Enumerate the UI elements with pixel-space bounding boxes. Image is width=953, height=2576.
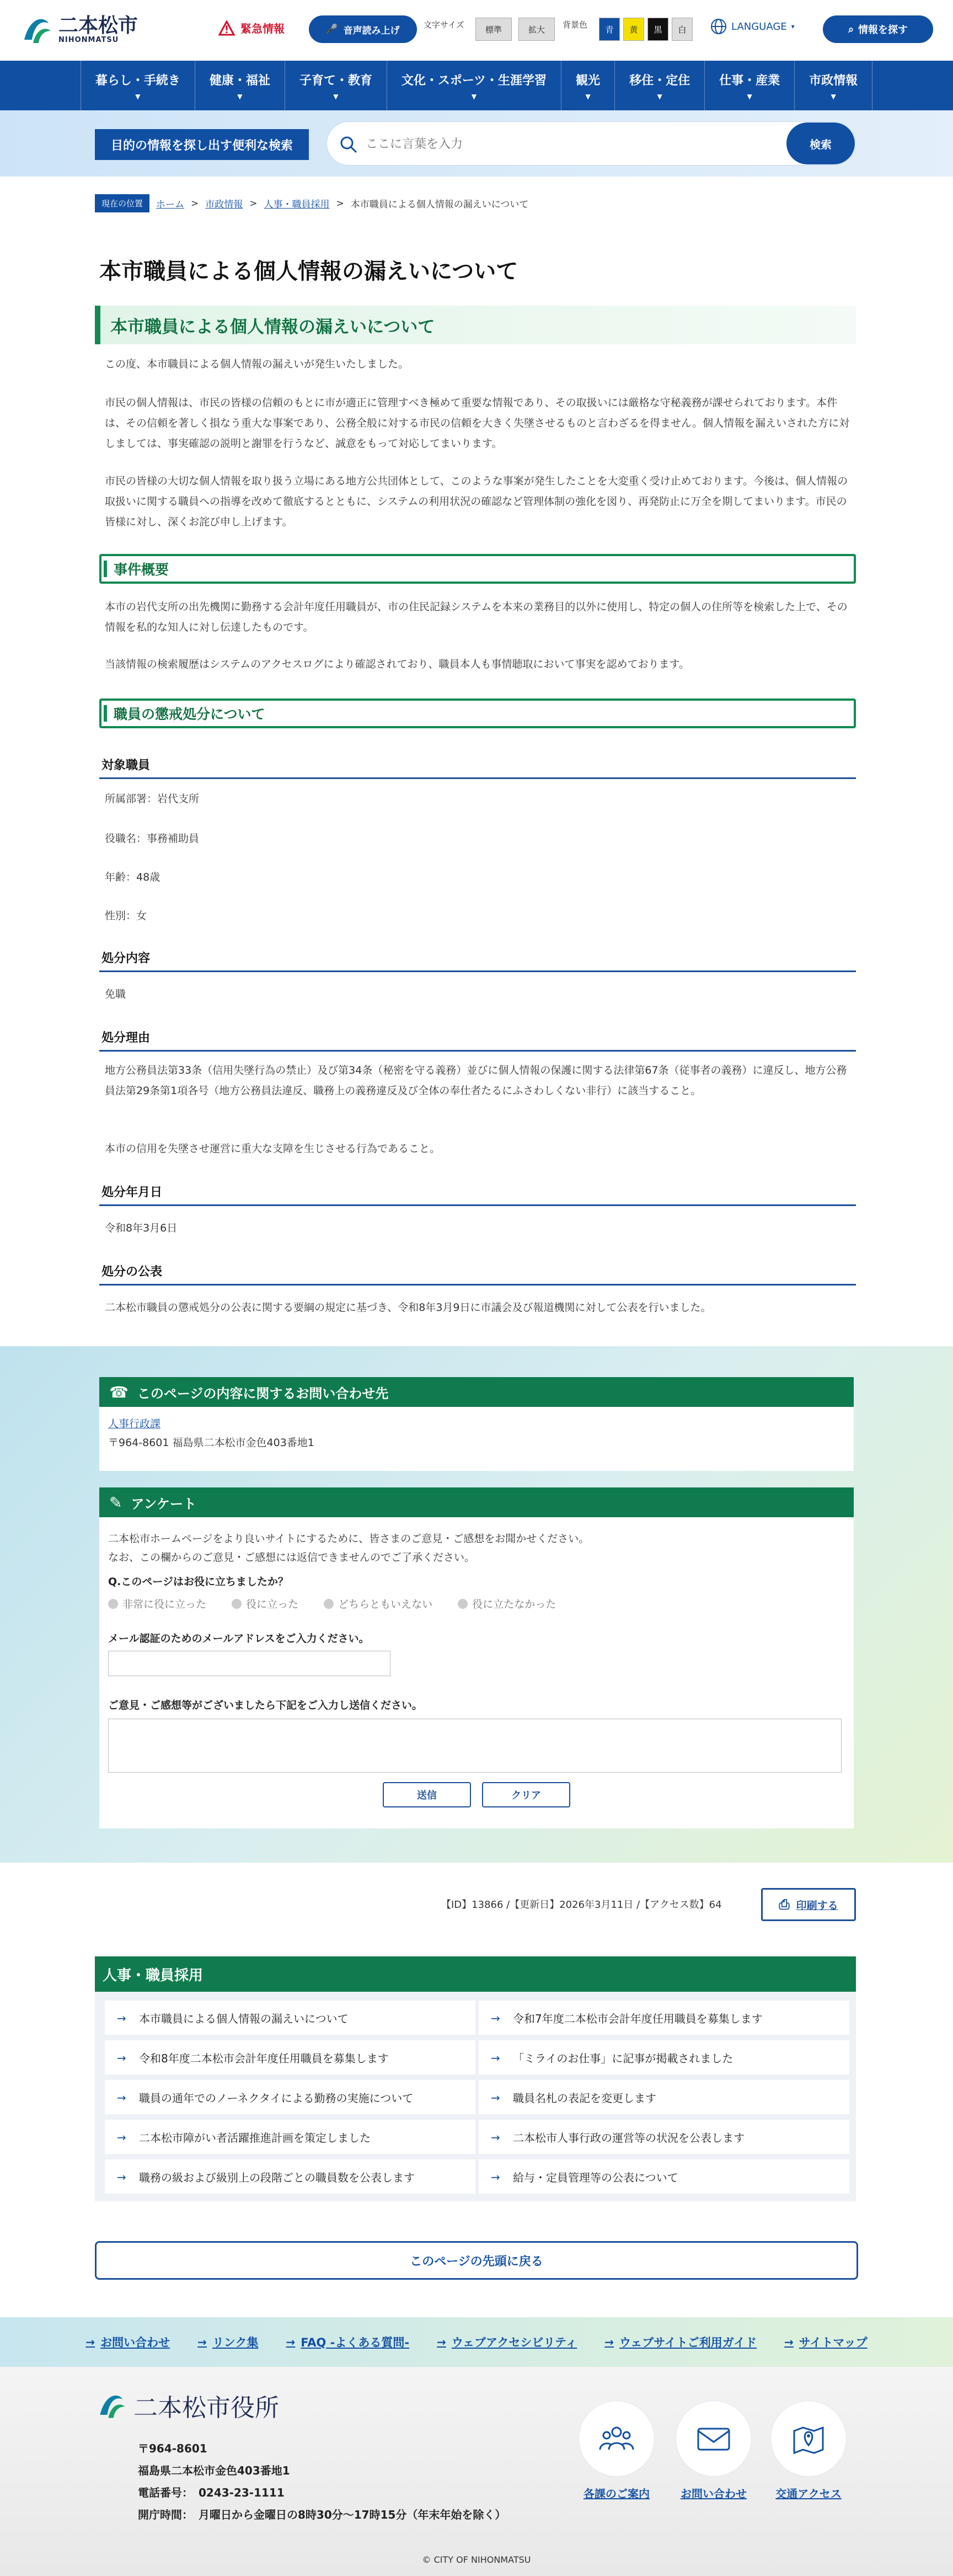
nav-label: 市政情報: [809, 73, 858, 88]
heading-content: 処分内容: [99, 945, 856, 972]
related-item[interactable]: [105, 2040, 475, 2074]
arrow-right-icon: →: [85, 2335, 95, 2349]
footer-link-links[interactable]: [197, 2334, 258, 2350]
related-label: 令和7年度二本松市会計年度任用職員を募集します: [513, 2012, 763, 2025]
related-label: 給与・定員管理等の公表について: [513, 2170, 678, 2184]
footer-dept-guide-button[interactable]: [579, 2401, 654, 2501]
related-label: 二本松市人事行政の運営等の状況を公表します: [513, 2131, 745, 2145]
arrow-right-icon: →: [491, 2091, 500, 2104]
paragraph-1: 市民の個人情報は、市民の皆様の信頼のもとに市が適正に管理すべき極めて重要な情報であり、その取扱いには厳格な守秘義務が課せられております。本件は、その信頼を著しく損なう重大な事案であり、公務全般に対する市民の信頼を大きく失墜させるものと言わざるを得ません。個人情報を漏えいされた方に対しましては、事実確認の説明と謝罪を行うなど、誠意をもって対応してまいります。: [105, 397, 850, 450]
search-box: [326, 121, 856, 166]
language-selector[interactable]: [710, 18, 795, 35]
site-logo[interactable]: [19, 12, 138, 47]
emergency-label: 緊急情報: [240, 22, 285, 35]
footer-link-sitemap[interactable]: [784, 2334, 867, 2350]
footer-link-contact[interactable]: [85, 2334, 170, 2350]
chevron-down-icon: ▾: [791, 23, 795, 30]
arrow-right-icon: →: [197, 2335, 207, 2349]
voice-read-label: 音声読み上げ: [343, 25, 400, 36]
arrow-right-icon: →: [784, 2335, 794, 2349]
find-info-button[interactable]: [823, 15, 933, 43]
email-label: メール認証のためのメールアドレスをご入力ください。: [108, 1632, 370, 1645]
subheading-discipline: 職員の懲戒処分について: [99, 698, 856, 728]
nav-item-tourism[interactable]: [561, 61, 614, 110]
contact-title: このページの内容に関するお問い合わせ先: [137, 1385, 389, 1401]
city-logo-icon: [95, 2389, 128, 2422]
subheading-overview: 事件概要: [99, 554, 856, 584]
heading-date: 処分年月日: [99, 1178, 856, 1206]
page-top-button[interactable]: このページの先頭に戻る: [95, 2241, 858, 2280]
option-label: 役に立った: [246, 1598, 299, 1610]
target-age: 年齢：48歳: [105, 871, 160, 883]
footer-link-label: ウェブアクセシビリティ: [451, 2336, 577, 2349]
chevron-down-icon: ▼: [831, 92, 836, 100]
breadcrumb-current: 本市職員による個人情報の漏えいについて: [350, 199, 529, 210]
related-item[interactable]: [479, 2120, 849, 2154]
reason-text-2: 本市の信用を失墜させ運営に重大な支障を生じさせる行為であること。: [105, 1143, 441, 1155]
site-header: [0, 0, 953, 61]
footer-btn-label: 交通アクセス: [775, 2487, 842, 2500]
font-size-normal-button[interactable]: 標準: [475, 18, 512, 41]
heading-target: 対象職員: [99, 751, 856, 779]
printer-icon: ⎙: [779, 1897, 790, 1912]
search-icon: ⌕: [848, 23, 854, 35]
option-label: 非常に役に立った: [122, 1598, 207, 1610]
related-item[interactable]: [479, 2040, 849, 2074]
survey-option-neutral[interactable]: [324, 1596, 432, 1611]
bg-color-label: 背景色: [563, 20, 588, 30]
related-title: 人事・職員採用: [95, 1956, 856, 1992]
arrow-right-icon: →: [491, 2051, 500, 2065]
arrow-right-icon: →: [117, 2051, 126, 2065]
nav-label: 健康・福祉: [209, 73, 270, 88]
survey-option-not-useful[interactable]: [458, 1596, 556, 1611]
nav-item-living[interactable]: [81, 61, 195, 110]
footer-btn-label: 各課のご案内: [583, 2487, 650, 2500]
footer-address: 福島県二本松市金色403番地1: [138, 2464, 290, 2477]
bg-blue-button[interactable]: 青: [599, 18, 620, 41]
copyright: © CITY OF NIHONMATSU: [422, 2554, 531, 2565]
nav-label: 移住・定住: [629, 73, 690, 88]
footer-org: [95, 2388, 279, 2423]
contact-header: [99, 1377, 854, 1407]
arrow-right-icon: →: [437, 2335, 446, 2349]
footer-org-name: 二本松市役所: [133, 2394, 279, 2422]
page-meta: 【ID】13866 /【更新日】2026年3月11日 /【アクセス数】64: [441, 1899, 722, 1911]
chevron-right-icon: >: [249, 198, 258, 209]
survey-header: [99, 1487, 854, 1517]
comment-field[interactable]: [108, 1719, 842, 1773]
nav-item-health[interactable]: [195, 61, 285, 110]
target-dept: 所属部署：岩代支所: [105, 793, 200, 805]
chevron-down-icon: ▼: [747, 92, 752, 100]
related-item[interactable]: [105, 2120, 475, 2154]
phone-icon: ☎: [109, 1383, 129, 1401]
nav-item-cityinfo[interactable]: [794, 61, 872, 110]
nav-item-migration[interactable]: [614, 61, 704, 110]
search-button[interactable]: 検索: [786, 122, 855, 164]
related-label: 令和8年度二本松市会計年度任用職員を募集します: [139, 2051, 389, 2065]
heading-reason: 処分理由: [99, 1024, 856, 1052]
chevron-down-icon: ▼: [237, 92, 243, 100]
chevron-right-icon: >: [191, 198, 199, 209]
global-nav: [0, 61, 953, 110]
bg-white-button[interactable]: 白: [672, 18, 693, 41]
arrow-right-icon: →: [491, 2131, 500, 2144]
related-label: 本市職員による個人情報の漏えいについて: [139, 2012, 349, 2025]
related-list: [95, 1992, 856, 2201]
bg-yellow-button[interactable]: 黄: [623, 18, 644, 41]
related-label: 二本松市障がい者活躍推進計画を策定しました: [139, 2131, 371, 2145]
language-label: LANGUAGE: [731, 20, 787, 33]
survey-card: [99, 1487, 854, 1828]
footer-link-label: ウェブサイトご利用ガイド: [619, 2336, 757, 2349]
arrow-right-icon: →: [117, 2131, 126, 2144]
chevron-down-icon: ▼: [471, 92, 477, 100]
breadcrumb-home[interactable]: ホーム: [156, 199, 185, 210]
chevron-down-icon: ▼: [657, 92, 662, 100]
footer-link-accessibility[interactable]: [437, 2334, 577, 2350]
pencil-icon: ✎: [109, 1493, 122, 1512]
footer-tel: 電話番号： 0243-23-1111: [138, 2486, 285, 2499]
contact-dept-link[interactable]: 人事行政課: [108, 1418, 161, 1430]
related-label: 職員名札の表記を変更します: [513, 2091, 656, 2105]
option-label: 役に立たなかった: [472, 1598, 556, 1610]
contact-address: 〒964-8601 福島県二本松市金色403番地1: [108, 1437, 314, 1449]
map-pin-icon: [771, 2401, 846, 2476]
footer-link-label: リンク集: [212, 2336, 259, 2349]
arrow-right-icon: →: [117, 2012, 126, 2025]
search-input[interactable]: [366, 132, 752, 156]
submit-button[interactable]: 送信: [383, 1782, 471, 1807]
arrow-right-icon: →: [604, 2335, 614, 2349]
related-item[interactable]: [105, 2159, 475, 2194]
footer-links: [0, 2317, 953, 2367]
footer-access-button[interactable]: [771, 2401, 846, 2501]
footer-info: [138, 2438, 506, 2526]
overview-text-2: 当該情報の検索履歴はシステムのアクセスログにより確認されており、職員本人も事情聴取において事実を認めております。: [105, 658, 690, 670]
microphone-icon: 🎤: [326, 24, 338, 35]
section-heading: 本市職員による個人情報の漏えいについて: [95, 306, 856, 344]
nav-label: 子育て・教育: [299, 73, 372, 88]
mail-icon: [676, 2401, 751, 2476]
survey-question: Q.このページはお役に立ちましたか？: [108, 1576, 288, 1588]
voice-read-button[interactable]: [309, 15, 417, 43]
public-text: 二本松市職員の懲戒処分の公表に関する要綱の規定に基づき、令和8年3月9日に市議会及び報道機関に対して公表を行いました。: [105, 1302, 711, 1314]
footer-link-label: お問い合わせ: [100, 2336, 170, 2349]
target-sex: 性別：女: [105, 910, 147, 922]
warning-icon: [218, 20, 235, 36]
footer-zip: 〒964-8601: [138, 2442, 207, 2455]
font-size-large-button[interactable]: 拡大: [518, 18, 555, 41]
print-label: 印刷する: [796, 1899, 838, 1912]
related-item[interactable]: [105, 2001, 475, 2035]
nav-label: 仕事・産業: [719, 73, 780, 88]
footer-link-guide[interactable]: [604, 2334, 757, 2350]
footer-hours: 開庁時間： 月曜日から金曜日の8時30分～17時15分（年末年始を除く）: [138, 2508, 506, 2521]
target-post: 役職名：事務補助員: [105, 833, 200, 845]
breadcrumb-personnel[interactable]: 人事・職員採用: [264, 199, 330, 210]
survey-option-useful[interactable]: [232, 1596, 298, 1611]
breadcrumb-city-info[interactable]: 市政情報: [205, 199, 243, 210]
footer-contact-button[interactable]: [676, 2401, 751, 2501]
find-info-label: 情報を探す: [858, 24, 908, 36]
overview-text-1: 本市の岩代支所の出先機関に勤務する会計年度任用職員が、市の住民記録システムを本来の業務目的以外に使用し、特定の個人の住所等を検索した上で、その情報を私的な知人に対し伝達したものです。: [105, 601, 848, 633]
bg-black-button[interactable]: 黒: [647, 18, 668, 41]
footer-btn-label: お問い合わせ: [681, 2487, 747, 2500]
nav-item-childcare[interactable]: [285, 61, 387, 110]
arrow-right-icon: →: [117, 2170, 126, 2184]
breadcrumb: [95, 194, 528, 212]
search-icon: [339, 135, 358, 154]
search-label: 目的の情報を探し出す便利な検索: [95, 129, 309, 160]
arrow-right-icon: →: [491, 2012, 500, 2025]
arrow-right-icon: →: [491, 2170, 500, 2184]
survey-intro-2: なお、この欄からのご意見・ご感想には返信できませんのでご了承ください。: [108, 1551, 475, 1564]
people-icon: [579, 2401, 654, 2476]
footer-link-label: FAQ -よくある質問-: [301, 2336, 410, 2349]
related-item[interactable]: [479, 2001, 849, 2035]
heading-public: 処分の公表: [99, 1258, 856, 1286]
footer-link-label: サイトマップ: [799, 2336, 868, 2349]
city-logo-icon: [19, 12, 54, 47]
related-item[interactable]: [105, 2080, 475, 2114]
reason-text-1: 地方公務員法第33条（信用失墜行為の禁止）及び第34条（秘密を守る義務）並びに個人情報の保護に関する法律第67条（従事者の義務）に違反し、地方公務員法第29条第1項各号（地方公務員法違反、職務上の義務違反及び全体の奉仕者たるにふさわしくない非行）に該当すること。: [105, 1064, 847, 1097]
contact-card: [99, 1377, 854, 1471]
arrow-right-icon: →: [286, 2335, 296, 2349]
survey-option-very-useful[interactable]: [108, 1596, 206, 1611]
intro-text: この度、本市職員による個人情報の漏えいが発生いたしました。: [105, 358, 409, 370]
emergency-link[interactable]: [218, 20, 285, 36]
nav-label: 文化・スポーツ・生涯学習: [401, 73, 547, 88]
chevron-down-icon: ▼: [135, 92, 141, 100]
clear-button[interactable]: クリア: [482, 1782, 570, 1807]
footer-link-faq[interactable]: [286, 2334, 410, 2350]
related-item[interactable]: [479, 2080, 849, 2114]
site-logo-title: 二本松市: [58, 14, 138, 37]
comment-label: ご意見・ご感想等がございましたら下記をご入力し送信ください。: [108, 1699, 423, 1711]
nav-label: 暮らし・手続き: [95, 73, 180, 88]
breadcrumb-label: 現在の位置: [95, 194, 149, 212]
nav-item-work[interactable]: [704, 61, 794, 110]
related-label: 「ミライのお仕事」に記事が掲載されました: [513, 2051, 734, 2065]
nav-item-culture[interactable]: [387, 61, 561, 110]
email-field[interactable]: [108, 1651, 390, 1676]
related-label: 職員の通年でのノーネクタイによる勤務の実施について: [139, 2091, 414, 2105]
date-text: 令和8年3月6日: [105, 1222, 178, 1234]
globe-icon: [710, 18, 727, 35]
option-label: どちらともいえない: [338, 1598, 433, 1610]
paragraph-2: 市民の皆様の大切な個人情報を取り扱う立場にある地方公共団体として、このような事案が発生したことを大変重く受け止めております。今後は、個人情報の取扱いに関する職員への指導を改めて徹底するとともに、システムの利用状況の確認など管理体制の強化を図り、再発防止に万全を期してまいります。市民の皆様に対し、深くお詫び申し上げます。: [105, 475, 848, 528]
related-label: 職務の級および級別上の段階ごとの職員数を公表します: [139, 2170, 415, 2184]
survey-title: アンケート: [131, 1496, 197, 1512]
chevron-down-icon: ▼: [333, 92, 339, 100]
chevron-down-icon: ▼: [585, 92, 591, 100]
related-item[interactable]: [479, 2159, 849, 2194]
nav-label: 観光: [576, 73, 601, 88]
content-text: 免職: [105, 988, 126, 1000]
font-size-label: 文字サイズ: [424, 20, 464, 30]
arrow-right-icon: →: [117, 2091, 126, 2104]
print-button[interactable]: [761, 1888, 856, 1921]
site-logo-subtitle: NIHONMATSU: [58, 35, 119, 44]
page-title: 本市職員による個人情報の漏えいについて: [99, 259, 518, 284]
chevron-right-icon: >: [336, 198, 344, 209]
survey-intro-1: 二本松市ホームページをより良いサイトにするために、皆さまのご意見・ご感想をお聞かせください。: [108, 1533, 590, 1545]
